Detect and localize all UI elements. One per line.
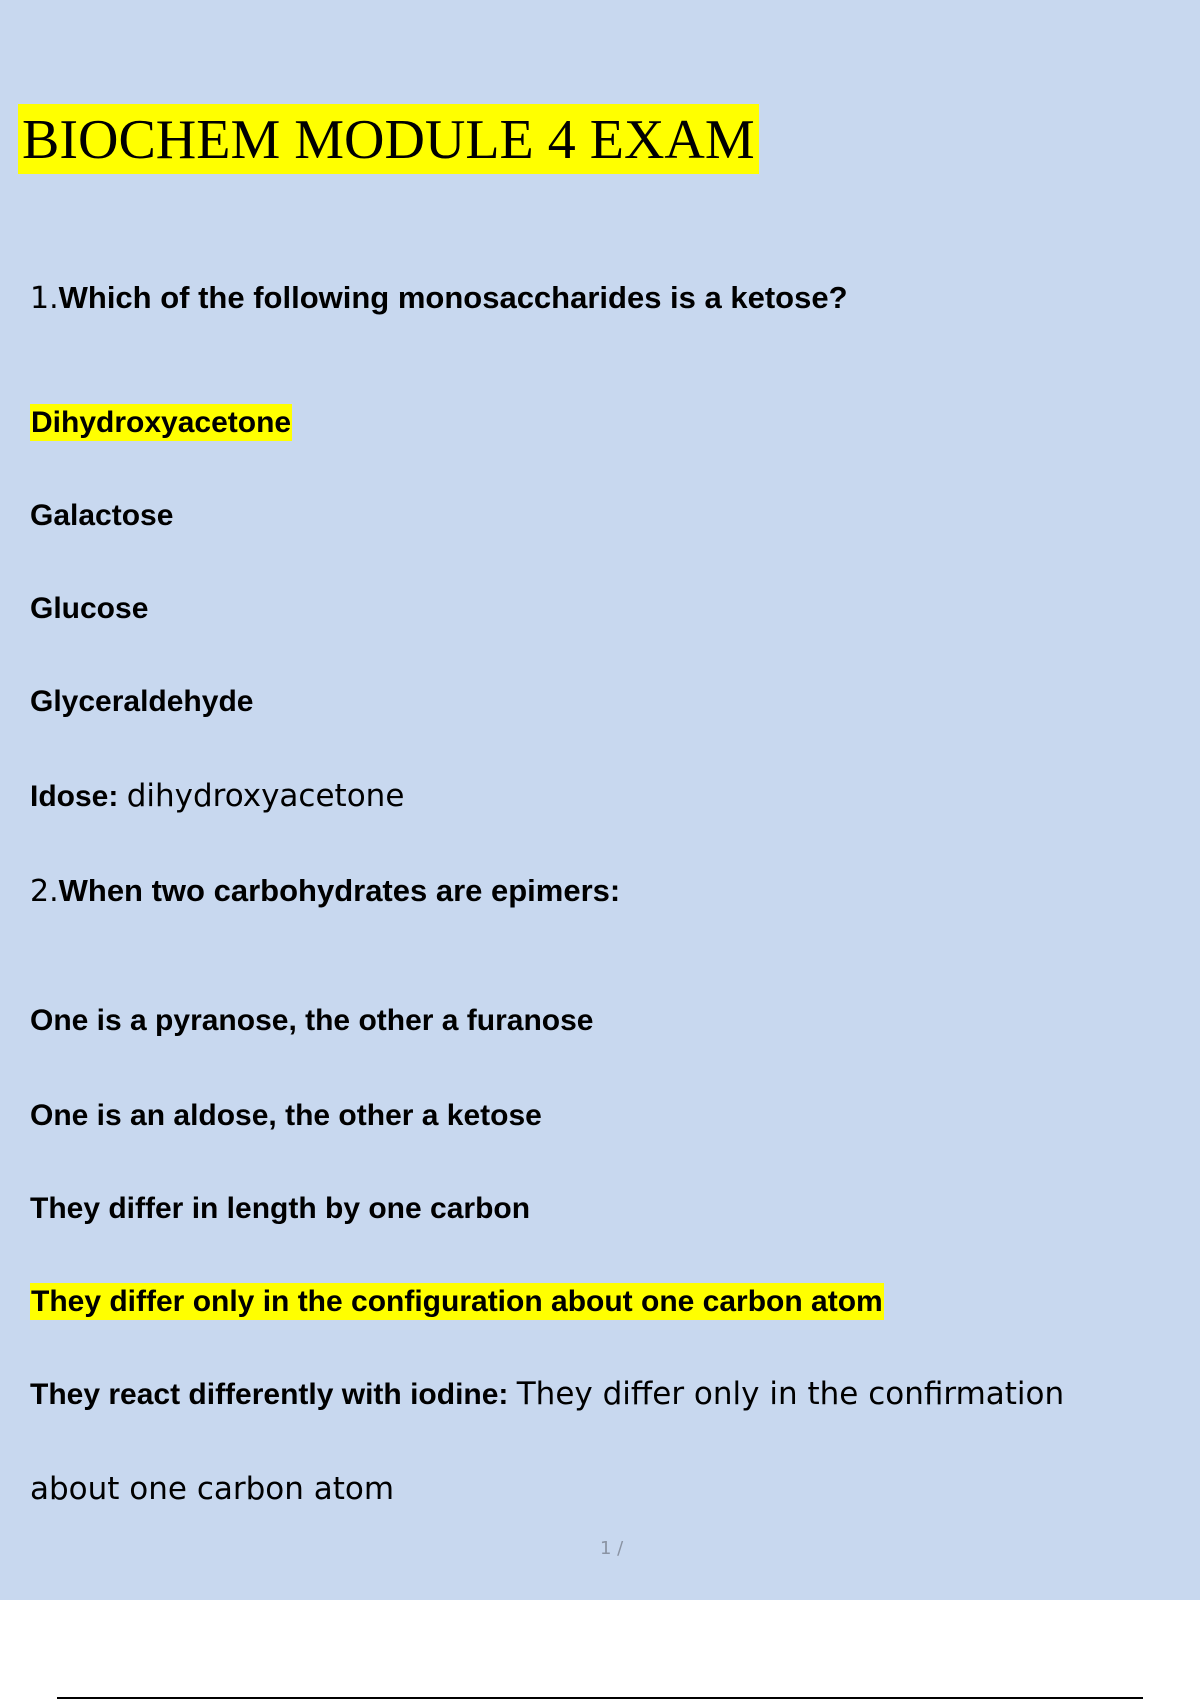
question-text: Which of the following monosaccharides is a ketose? bbox=[58, 280, 848, 315]
option-text: One is an aldose, the other a ketose bbox=[30, 1099, 542, 1132]
answer-explanation: They differ only in the confirmation bbox=[516, 1376, 1065, 1412]
answer-option bbox=[30, 403, 292, 443]
page-number: 1 / bbox=[600, 1538, 624, 1559]
answer-option bbox=[30, 1001, 594, 1041]
option-text: Galactose bbox=[30, 499, 174, 532]
option-text: Glyceraldehyde bbox=[30, 685, 254, 718]
option-text: Idose: bbox=[30, 780, 119, 813]
option-text: One is a pyranose, the other a furanose bbox=[30, 1004, 594, 1037]
answer-option bbox=[30, 589, 148, 629]
correct-answer-highlight: They differ only in the configuration about one carbon atom bbox=[31, 1285, 883, 1318]
answer-option bbox=[30, 1282, 884, 1322]
question-2 bbox=[30, 871, 620, 912]
correct-answer-highlight: Dihydroxyacetone bbox=[31, 406, 292, 439]
answer-option bbox=[30, 682, 253, 722]
option-text: Glucose bbox=[30, 592, 149, 625]
option-text: They differ in length by one carbon bbox=[30, 1192, 531, 1225]
footer-rule bbox=[57, 1697, 1143, 1699]
question-1 bbox=[30, 278, 848, 319]
document-title: BIOCHEM MODULE 4 EXAM bbox=[18, 104, 759, 174]
answer-option bbox=[30, 1096, 542, 1136]
answer-option bbox=[30, 776, 404, 817]
question-text: When two carbohydrates are epimers: bbox=[58, 873, 621, 908]
answer-option bbox=[30, 1374, 1064, 1415]
answer-explanation-continued: about one carbon atom bbox=[30, 1471, 395, 1507]
answer-option bbox=[30, 1189, 530, 1229]
answer-explanation: dihydroxyacetone bbox=[126, 778, 405, 814]
answer-option bbox=[30, 496, 173, 536]
option-text: They react differently with iodine: bbox=[30, 1378, 509, 1411]
question-number: 1. bbox=[30, 281, 59, 316]
question-number: 2. bbox=[30, 874, 59, 909]
